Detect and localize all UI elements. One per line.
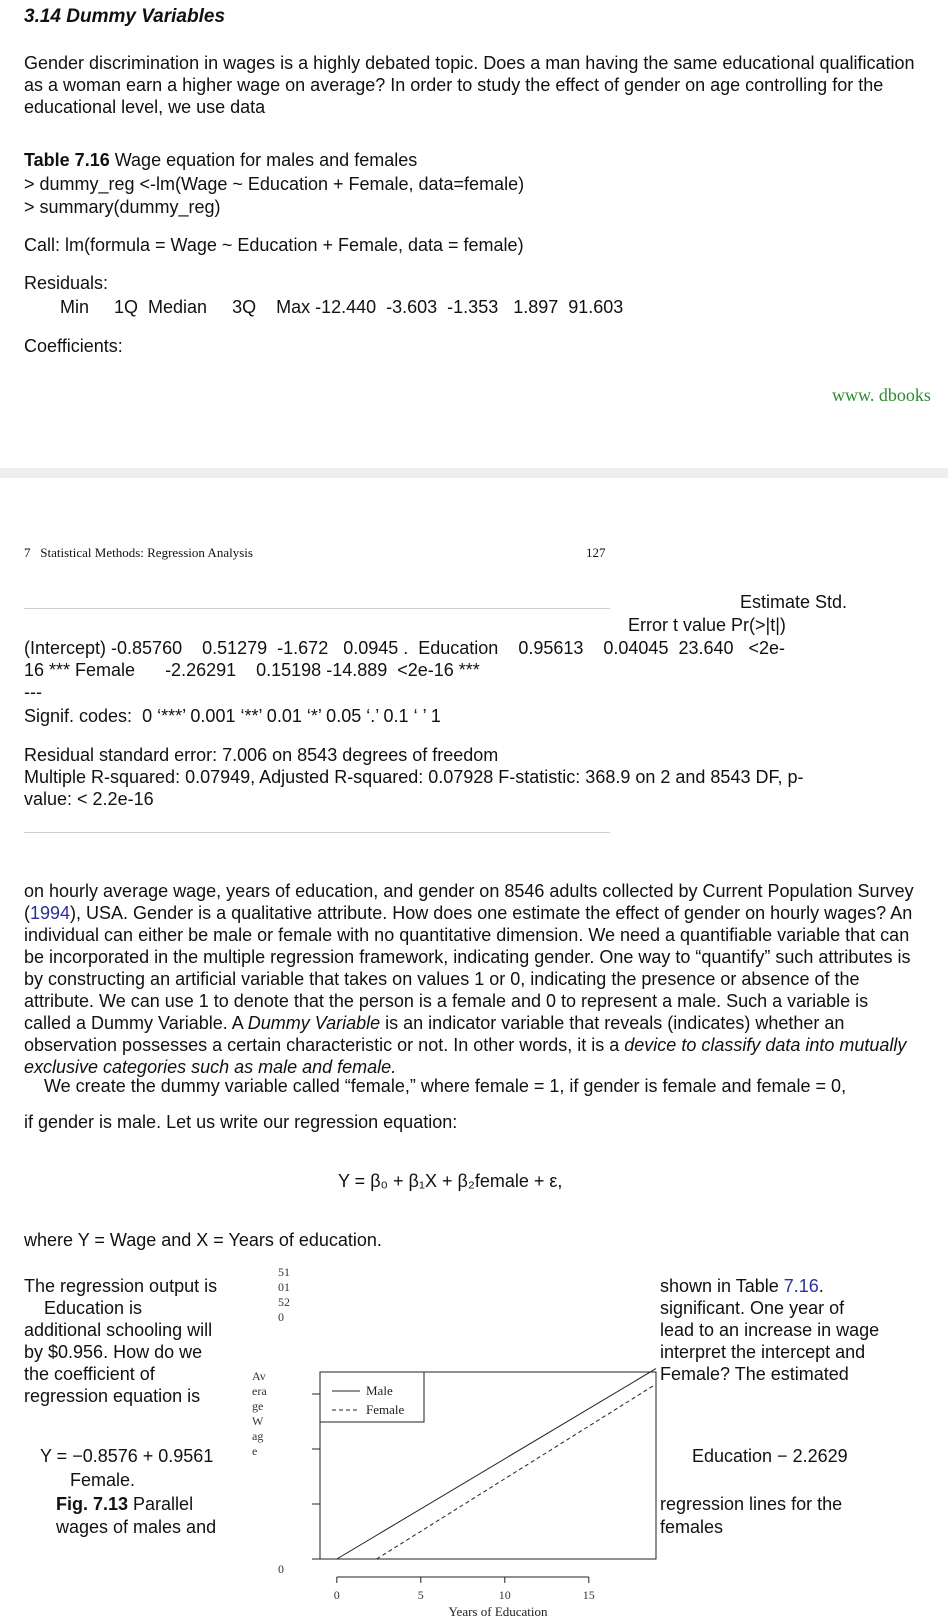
right-col-line: significant. One year of [660,1298,845,1318]
y-axis-top-glyphs [278,1265,290,1324]
y-label-glyph: Av [252,1369,266,1383]
legend-female-label: Female [366,1402,405,1417]
coef-row-1: (Intercept) -0.85760 0.51279 -1.672 0.0945 . Education 0.95613 0.04045 23.640 <2e- [24,638,786,658]
table-caption [24,150,417,171]
y-label-glyph: ag [252,1429,264,1443]
table-caption-text: Wage equation for males and females [109,150,418,170]
table-caption-label: Table 7.16 [24,150,110,170]
residuals-label: Residuals: [24,273,109,293]
left-col-line: by $0.956. How do we [24,1342,203,1362]
p-value-line: value: < 2.2e-16 [24,789,154,809]
table-bottom-rule [24,832,610,833]
r-call-line: Call: lm(formula = Wage ~ Education + Female, data = female) [24,235,524,255]
left-col-line: regression equation is [24,1386,201,1406]
right-equation: Education − 2.2629 [692,1446,848,1466]
residual-std-error: Residual standard error: 7.006 on 8543 degrees of freedom [24,745,499,765]
right-col-first-line [660,1276,824,1297]
running-header: 7 Statistical Methods: Regression Analysis [24,545,253,560]
right-col-line: interpret the intercept and [660,1342,866,1362]
left-col-line: Education is [44,1298,143,1318]
coefficients-label: Coefficients: [24,336,123,356]
r-command-lm: > dummy_reg <-lm(Wage ~ Education + Female, data=female) [24,174,525,194]
regression-equation: Y = β₀ + β₁X + β₂female + ε, [338,1171,563,1191]
x-tick-label: 10 [498,1588,511,1602]
residuals-values: Min 1Q Median 3Q Max -12.440 -3.603 -1.353 1.897 91.603 [60,297,624,317]
y-label-glyph: W [252,1414,264,1428]
para-device-phrase: device to classify data into mutually exclusive categories such as male and female. [24,1035,907,1077]
fitted-equation-female: Female. [70,1470,136,1490]
figure-caption-line-2: wages of males and [56,1517,217,1537]
r-squared-line: Multiple R-squared: 0.07949, Adjusted R-squared: 0.07928 F-statistic: 368.9 on 2 and 8543 DF, p- [24,767,804,787]
citation-link-1994[interactable]: 1994 [30,903,71,923]
separator-dashes: --- [24,682,42,702]
y-top-glyph: 0 [278,1310,284,1324]
left-col-line: the coefficient of [24,1364,155,1384]
left-col-line: The regression output is [24,1276,218,1296]
intro-paragraph: Gender discrimination in wages is a highly debated topic. Does a man having the same educational qualification as a woman earn a higher wage on average? In order to study the effect of gender on age controlling for the educational level, we use data [24,53,915,117]
estimate-header: Estimate Std. [740,592,848,612]
left-col-line: additional schooling will [24,1320,213,1340]
fitted-equation: Y = −0.8576 + 0.9561 [40,1446,214,1466]
figure-caption-label: Fig. 7.13 [56,1494,129,1514]
x-axis-label: Years of Education [448,1604,548,1619]
x-tick-label: 0 [333,1588,340,1602]
y-top-glyph: 01 [278,1280,290,1294]
x-axis [334,1577,595,1602]
y-label-glyph: era [252,1384,267,1398]
y-top-glyph: 51 [278,1265,290,1279]
para-dummy-variable-term: Dummy Variable [247,1013,381,1033]
section-title: 3.14 Dummy Variables [24,6,226,27]
watermark-link[interactable]: www. dbooks [832,385,931,405]
para-text-a: on hourly average wage, years of education, and gender on 8546 adults collected by Current Population Survey ( [24,881,914,923]
parallel-regression-chart [248,1262,658,1622]
right-col-line: lead to an increase in wage [660,1320,880,1340]
table-ref-link[interactable]: 7.16 [783,1276,819,1296]
legend-male-label: Male [366,1383,393,1398]
y-top-glyph: 52 [278,1295,290,1309]
where-line: where Y = Wage and X = Years of education. [24,1230,382,1250]
x-tick-label: 5 [417,1588,424,1602]
legend [320,1372,424,1422]
r-command-summary: > summary(dummy_reg) [24,197,221,217]
para2-line-1: We create the dummy variable called “female,” where female = 1, if gender is female and female = 0, [44,1076,847,1096]
y-axis-label [252,1369,267,1458]
y-axis-ticks [278,1394,320,1576]
right-tail-line: regression lines for the [660,1494,843,1514]
figure-caption-text: Parallel [128,1494,194,1514]
y-label-glyph: e [252,1444,258,1458]
para-text-c: is an indicator variable that reveals (indicates) whether an observation possesses a certain characteristic or not. In other words, it is a [24,1013,845,1055]
signif-codes: Signif. codes: 0 ‘***’ 0.001 ‘**’ 0.01 ‘*’ 0.05 ‘.’ 0.1 ‘ ’ 1 [24,706,441,726]
page-number: 127 [586,545,606,560]
y-tick-label: 0 [278,1562,284,1576]
figure-caption [56,1494,193,1515]
right-col-text: shown in Table [660,1276,784,1296]
page-gap [0,468,948,478]
y-label-glyph: ge [252,1399,264,1413]
x-tick-label: 15 [582,1588,595,1602]
right-col-line: Female? The estimated [660,1364,849,1384]
para-text-b: ), USA. Gender is a qualitative attribute. How does one estimate the effect of gender on hourly wages? An individual can either be male or female with no quantitative dimension. We need a quantifiable variable that can be incorporated in the multiple regression framework, indicating gender. One way to “quantify” such attributes is by constructing an artificial variable that takes on values 1 or 0, indicating the presence or absence of the attribute. We can use 1 to denote that the person is a female and 0 to represent a male. Such a variable is called a Dummy Variable. A [24,903,913,1033]
body-paragraph [24,880,920,1078]
para2-line-2: if gender is male. Let us write our regression equation: [24,1112,458,1132]
coef-row-2: 16 *** Female -2.26291 0.15198 -14.889 <2e-16 *** [24,660,480,680]
right-tail-line: females [660,1517,724,1537]
table-top-rule [24,608,610,609]
right-col-period: . [818,1276,824,1296]
error-header: Error t value Pr(>|t|) [628,615,786,635]
